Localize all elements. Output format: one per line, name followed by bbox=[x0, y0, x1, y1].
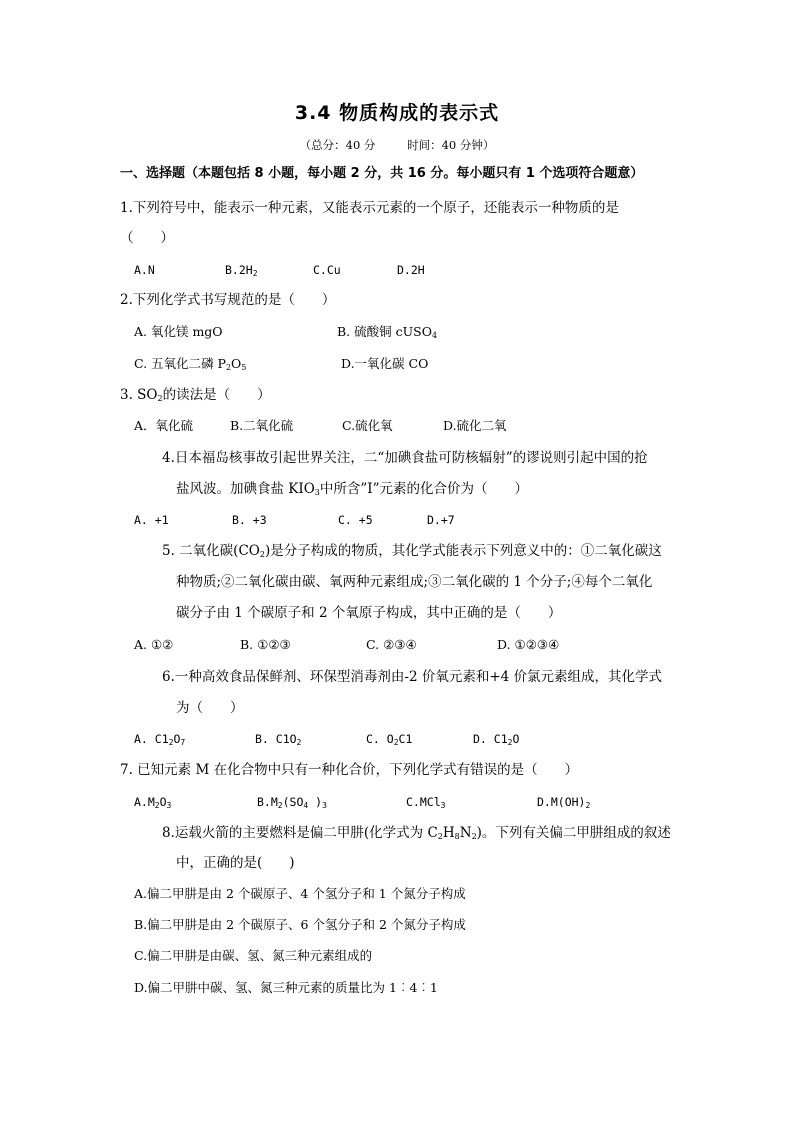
question-1-stem: 1.下列符号中，能表示一种元素，又能表示元素的一个原子，还能表示一种物质的是 bbox=[120, 200, 619, 216]
q4-option-b: B. +3 bbox=[232, 513, 267, 527]
page-title: 3.4 物质构成的表示式 bbox=[294, 102, 500, 124]
q1-option-b: $B.2H_2$ bbox=[225, 263, 258, 278]
q6-option-a: A. $C1_2O_7$ bbox=[134, 732, 186, 747]
question-4-stem-line2: 盐风波。加碘食盐 $KIO_3$中所含”I”元素的化合价为（ ） bbox=[176, 481, 529, 497]
q8-option-a: A.偏二甲肼是由 2 个碳原子、4 个氢分子和 1 个氮分子构成 bbox=[134, 886, 466, 901]
question-4-stem-line1: 4.日本福岛核事故引起世界关注，二“加碘食盐可防核辐射”的谬说则引起中国的抢 bbox=[162, 450, 648, 466]
q1-option-c: C.Cu bbox=[313, 263, 341, 277]
q3-option-b: B.二氧化硫 bbox=[230, 418, 294, 433]
q3-option-a: A．氧化硫 bbox=[134, 418, 194, 433]
question-5-stem-line1: 5. 二氧化碳$(CO_2)$是分子构成的物质，其化学式能表示下列意义中的：①二氧化碳这 bbox=[162, 543, 662, 559]
q4-option-c: C. +5 bbox=[338, 513, 373, 527]
q8-option-c: C.偏二甲肼是由碳、氢、氮三种元素组成的 bbox=[134, 948, 373, 963]
q8-option-d: D.偏二甲肼中碳、氢、氮三种元素的质量比为 1︰4︰1 bbox=[134, 980, 438, 995]
q4-option-a: A. +1 bbox=[134, 513, 169, 527]
q7-option-b: $B.M_2(SO_4$ )$_3$ bbox=[257, 795, 327, 810]
question-5-stem-line3: 碳分子由 1 个碳原子和 2 个氧原子构成，其中正确的是（ ） bbox=[176, 605, 562, 621]
q3-option-d: D.硫化二氧 bbox=[443, 418, 507, 433]
question-3-stem: 3. $SO_2$的读法是（ ） bbox=[120, 387, 271, 403]
exam-info bbox=[0, 137, 794, 153]
q1-option-d: D.2H bbox=[397, 263, 425, 277]
q6-option-c: C. $O_2C1$ bbox=[366, 732, 413, 747]
q5-option-c: C. ②③④ bbox=[366, 637, 417, 652]
q7-option-a: $A.M_2O_3$ bbox=[134, 795, 172, 810]
q6-option-b: B. $C1O_2$ bbox=[255, 732, 302, 747]
q8-option-b: B.偏二甲肼是由 2 个碳原子、6 个氢分子和 2 个氮分子构成 bbox=[134, 917, 466, 932]
question-2-stem: 2.下列化学式书写规范的是（ ） bbox=[120, 292, 336, 308]
section-heading: 一、选择题（本题包括 8 小题，每小题 2 分，共 16 分。每小题只有 1 个选项符合题意） bbox=[120, 166, 644, 181]
q2-option-a: A. 氧化镁 mgO bbox=[134, 324, 223, 339]
q5-option-d: D. ①②③④ bbox=[497, 637, 560, 652]
q5-option-b: B. ①②③ bbox=[240, 637, 291, 652]
q1-option-a: A.N bbox=[134, 263, 155, 277]
total-score: （总分：40 分 bbox=[299, 138, 376, 152]
question-5-stem-line2: 种物质;②二氧化碳由碳、氧两种元素组成;③二氧化碳的 1 个分子;④每个二氧化 bbox=[176, 574, 653, 590]
time-limit: 时间：40 分钟） bbox=[407, 138, 495, 152]
q6-option-d: D. $C1_2O$ bbox=[473, 732, 520, 747]
question-8-stem-line2: 中，正确的是( ) bbox=[176, 855, 295, 871]
question-7-stem: 7. 已知元素 M 在化合物中只有一种化合价，下列化学式有错误的是（ ） bbox=[120, 762, 579, 778]
q2-option-c: C. 五氧化二磷 $P_2O_5$ bbox=[134, 356, 247, 372]
question-6-stem-line2: 为（ ） bbox=[176, 700, 244, 716]
q3-option-c: C.硫化氧 bbox=[342, 418, 393, 433]
q4-option-d: D.+7 bbox=[427, 513, 455, 527]
question-1-bracket: （ ） bbox=[120, 230, 174, 246]
q7-option-d: $D.M(OH)_2$ bbox=[537, 795, 591, 810]
question-8-stem-line1: 8.运载火箭的主要燃料是偏二甲肼(化学式为 $C_2H_8N_2$)。下列有关偏二甲肼组成的叙述 bbox=[162, 825, 671, 841]
q2-option-b: B. 硫酸铜 cUSO$_4$ bbox=[337, 324, 438, 340]
q7-option-c: C.MCl$_3$ bbox=[406, 795, 446, 810]
q2-option-d: D.一氧化碳 CO bbox=[341, 356, 429, 371]
question-6-stem-line1: 6.一种高效食品保鲜剂、环保型消毒剂由-2 价氧元素和+4 价氯元素组成，其化学式 bbox=[162, 669, 663, 685]
q5-option-a: A. ①② bbox=[134, 637, 174, 652]
